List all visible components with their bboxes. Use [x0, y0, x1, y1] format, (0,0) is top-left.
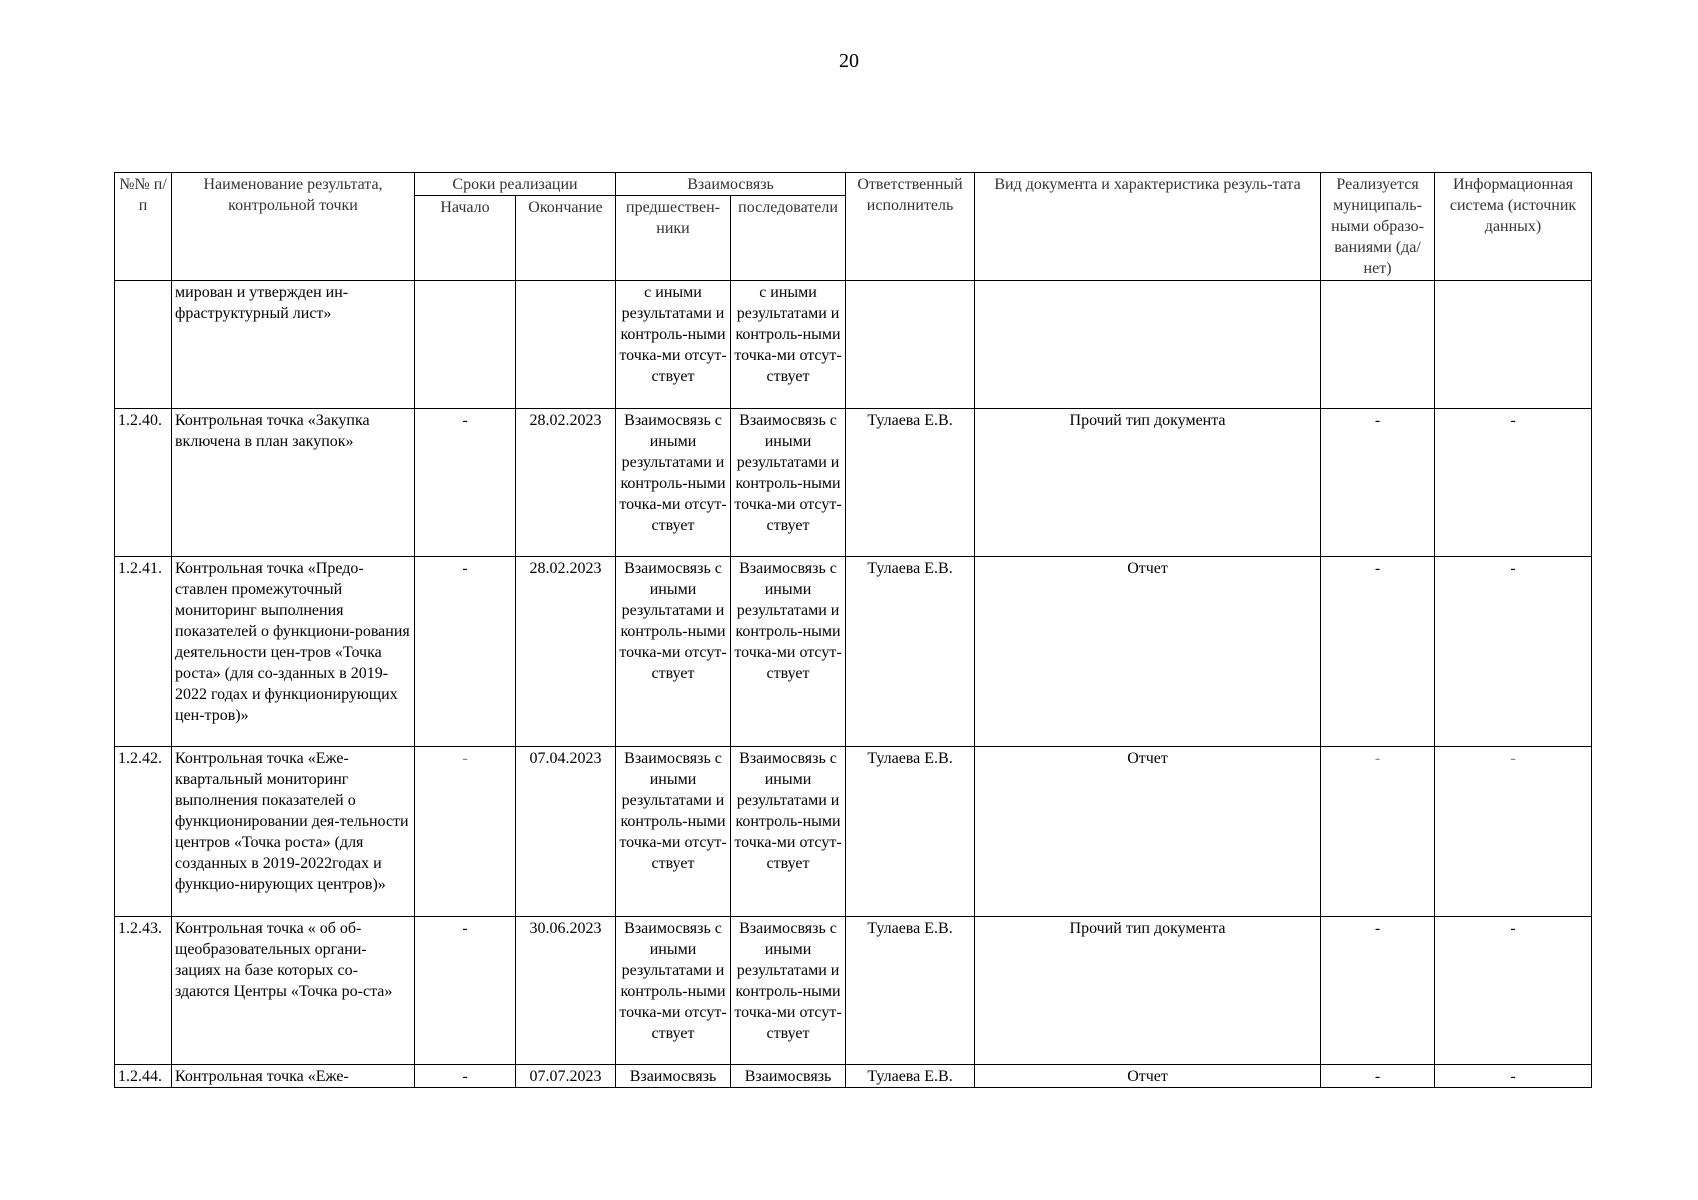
cell-end: 07.07.2023 — [516, 1065, 616, 1088]
cell-infosys — [1435, 281, 1592, 409]
cell-pred: Взаимосвязь с иными результатами и контроль-ными точка-ми отсут-ствует — [616, 557, 731, 747]
cell-succ: Взаимосвязь с иными результатами и контроль-ными точка-ми отсут-ствует — [731, 747, 846, 917]
header-municipal: Реализуется муниципаль-ными образо-ваниями (да/нет) — [1321, 173, 1435, 281]
header-name: Наименование результата, контрольной точки — [172, 173, 415, 281]
cell-pred: Взаимосвязь — [616, 1065, 731, 1088]
header-end: Окончание — [516, 196, 616, 281]
cell-name: Контрольная точка «Еже-квартальный мониторинг выполнения показателей о функционировании дея-тельности центров «Точка роста» (для созданных в 2019-2022годах и функцио-нирующих центров)» — [172, 747, 415, 917]
cell-executor: Тулаева Е.В. — [846, 917, 975, 1065]
cell-municipal: - — [1321, 917, 1435, 1065]
cell-infosys: - — [1435, 747, 1592, 917]
cell-num: 1.2.41. — [115, 557, 172, 747]
cell-succ: Взаимосвязь с иными результатами и контроль-ными точка-ми отсут-ствует — [731, 557, 846, 747]
cell-pred: с иными результатами и контроль-ными точка-ми отсут-ствует — [616, 281, 731, 409]
cell-num: 1.2.42. — [115, 747, 172, 917]
cell-start: - — [415, 1065, 516, 1088]
cell-executor: Тулаева Е.В. — [846, 409, 975, 557]
cell-end: 30.06.2023 — [516, 917, 616, 1065]
cell-doc: Отчет — [975, 557, 1321, 747]
cell-municipal: - — [1321, 557, 1435, 747]
cell-doc — [975, 281, 1321, 409]
plan-table — [114, 172, 1592, 1088]
cell-municipal — [1321, 281, 1435, 409]
cell-infosys: - — [1435, 409, 1592, 557]
header-infosys: Информационная система (источник данных) — [1435, 173, 1592, 281]
table-row-continuation — [115, 281, 1592, 409]
cell-name: Контрольная точка «Предо-ставлен промежуточный мониторинг выполнения показателей о функциони-рования деятельности цен-тров «Точка роста» (для со-зданных в 2019- 2022 годах и функционирующих цен-тров)» — [172, 557, 415, 747]
header-start: Начало — [415, 196, 516, 281]
cell-end: 28.02.2023 — [516, 409, 616, 557]
cell-start: - — [415, 409, 516, 557]
cell-num: 1.2.44. — [115, 1065, 172, 1088]
cell-infosys: - — [1435, 557, 1592, 747]
cell-num: 1.2.40. — [115, 409, 172, 557]
header-pred: предшествен-ники — [616, 196, 731, 281]
cell-infosys: - — [1435, 917, 1592, 1065]
cell-municipal: - — [1321, 1065, 1435, 1088]
header-executor: Ответственный исполнитель — [846, 173, 975, 281]
cell-end: 07.04.2023 — [516, 747, 616, 917]
header-succ: последователи — [731, 196, 846, 281]
cell-succ: Взаимосвязь с иными результатами и контроль-ными точка-ми отсут-ствует — [731, 409, 846, 557]
cell-num: 1.2.43. — [115, 917, 172, 1065]
table-row — [115, 917, 1592, 1065]
cell-succ: с иными результатами и контроль-ными точка-ми отсут-ствует — [731, 281, 846, 409]
cell-pred: Взаимосвязь с иными результатами и контроль-ными точка-ми отсут-ствует — [616, 747, 731, 917]
header-doc: Вид документа и характеристика резуль-тата — [975, 173, 1321, 281]
cell-doc: Отчет — [975, 1065, 1321, 1088]
header-num: №№ п/п — [115, 173, 172, 281]
table-row — [115, 747, 1592, 917]
cell-doc: Отчет — [975, 747, 1321, 917]
cell-municipal: - — [1321, 409, 1435, 557]
cell-name: Контрольная точка « об об-щеобразовательных органи-зациях на базе которых со-здаются Центры «Точка ро-ста» — [172, 917, 415, 1065]
table-header-row — [115, 173, 1592, 196]
cell-infosys: - — [1435, 1065, 1592, 1088]
cell-start — [415, 281, 516, 409]
header-relation: Взаимосвязь — [616, 173, 846, 196]
cell-name: Контрольная точка «Еже- — [172, 1065, 415, 1088]
cell-executor: Тулаева Е.В. — [846, 1065, 975, 1088]
cell-municipal: - — [1321, 747, 1435, 917]
cell-start: - — [415, 557, 516, 747]
cell-succ: Взаимосвязь с иными результатами и контроль-ными точка-ми отсут-ствует — [731, 917, 846, 1065]
cell-executor: Тулаева Е.В. — [846, 747, 975, 917]
cell-executor: Тулаева Е.В. — [846, 557, 975, 747]
cell-name: мирован и утвержден ин-фраструктурный лист» — [172, 281, 415, 409]
cell-name: Контрольная точка «Закупка включена в план закупок» — [172, 409, 415, 557]
table-row — [115, 1065, 1592, 1088]
page-number: 20 — [839, 50, 859, 72]
cell-num — [115, 281, 172, 409]
cell-start: - — [415, 917, 516, 1065]
cell-pred: Взаимосвязь с иными результатами и контроль-ными точка-ми отсут-ствует — [616, 409, 731, 557]
cell-end — [516, 281, 616, 409]
cell-doc: Прочий тип документа — [975, 409, 1321, 557]
cell-pred: Взаимосвязь с иными результатами и контроль-ными точка-ми отсут-ствует — [616, 917, 731, 1065]
header-terms: Сроки реализации — [415, 173, 616, 196]
table-row — [115, 557, 1592, 747]
cell-start: - — [415, 747, 516, 917]
cell-executor — [846, 281, 975, 409]
cell-doc: Прочий тип документа — [975, 917, 1321, 1065]
cell-succ: Взаимосвязь — [731, 1065, 846, 1088]
cell-end: 28.02.2023 — [516, 557, 616, 747]
table-row — [115, 409, 1592, 557]
